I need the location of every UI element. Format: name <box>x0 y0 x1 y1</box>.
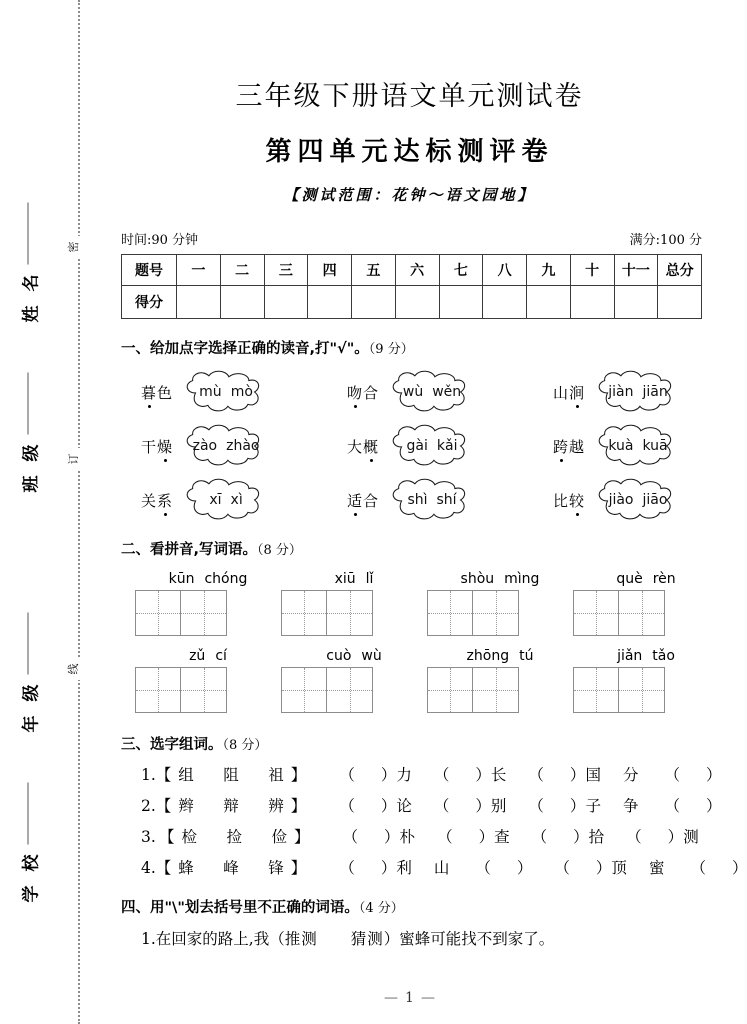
q3-slot-open: （ <box>554 859 596 877</box>
tianzige-box[interactable] <box>473 667 519 713</box>
q3-answer-slot[interactable] <box>437 825 510 847</box>
q1-item <box>553 372 690 412</box>
q2-pinyin-syllable: lǐ <box>365 571 374 587</box>
score-col-header-1: 二 <box>220 255 264 286</box>
q3-slot-word: 利 <box>396 859 412 877</box>
q2-pinyin-syllable: cí <box>215 648 227 664</box>
binding-dotted-line <box>78 0 80 1024</box>
q1-row <box>141 480 690 520</box>
pinyin-option[interactable]: mù <box>199 384 222 400</box>
q4-text-before: 在回家的路上,我（ <box>155 930 285 948</box>
tianzige-group <box>573 590 665 636</box>
q1-word: 山涧 <box>553 382 585 403</box>
q3-slot-open: （ <box>339 797 381 815</box>
q1-body <box>95 372 724 520</box>
tianzige-group <box>281 590 373 636</box>
pinyin-options <box>380 426 484 466</box>
q4-text-after: ）蜜蜂可能找不到家了。 <box>383 930 555 948</box>
q3-slot-word: 测 <box>683 828 699 846</box>
q1-item <box>347 480 484 520</box>
q3-slot-close: ） <box>380 766 397 784</box>
q3-slot-close: ） <box>569 797 586 815</box>
score-cell-10[interactable] <box>614 286 658 319</box>
pinyin-options <box>380 480 484 520</box>
tianzige-group <box>135 590 227 636</box>
score-cell-0[interactable] <box>177 286 221 319</box>
score-cell-9[interactable] <box>570 286 614 319</box>
q3-line-number: 4. <box>141 859 156 877</box>
score-col-header-2: 三 <box>264 255 308 286</box>
tianzige-box[interactable] <box>473 590 519 636</box>
q3-slot-close: ） <box>384 828 400 846</box>
section-q3-points: （8 分） <box>222 738 268 753</box>
q1-row <box>141 426 690 466</box>
pinyin-option[interactable]: xì <box>230 492 243 508</box>
q2-pinyin <box>281 648 427 664</box>
pinyin-options <box>586 372 690 412</box>
score-cell-4[interactable] <box>352 286 396 319</box>
q2-pinyin <box>573 571 719 587</box>
q3-slot-close: ） <box>705 766 722 784</box>
q3-line-number: 2. <box>141 797 156 815</box>
tianzige-box[interactable] <box>135 667 181 713</box>
q3-slot-close: ） <box>475 766 491 784</box>
q3-answer-slot[interactable] <box>339 856 412 878</box>
exam-page <box>95 0 747 1024</box>
q2-pinyin <box>573 648 719 664</box>
pinyin-option[interactable]: shì <box>407 492 428 508</box>
q1-word: 关系 <box>141 490 173 511</box>
q2-pinyin <box>135 571 281 587</box>
score-col-header-7: 八 <box>483 255 527 286</box>
q2-pinyin <box>281 571 427 587</box>
page-number: 1 <box>405 990 414 1006</box>
q2-word-cell <box>135 571 281 636</box>
q2-pinyin-syllable: kūn <box>168 571 195 587</box>
q1-word: 干燥 <box>141 436 173 457</box>
pinyin-options <box>380 372 484 412</box>
pinyin-option[interactable]: shí <box>436 492 457 508</box>
q2-word-cell <box>427 571 573 636</box>
q1-word: 吻 合 <box>347 382 379 403</box>
emphasis-dot <box>576 513 579 516</box>
q1-item <box>347 426 484 466</box>
score-col-header-6: 七 <box>439 255 483 286</box>
pinyin-option[interactable]: xī <box>209 492 222 508</box>
q3-answer-slot[interactable] <box>623 794 722 816</box>
q3-answer-slot[interactable] <box>339 763 412 785</box>
q2-pinyin-syllable: mìng <box>504 571 540 587</box>
section-q4-points: （4 分） <box>358 901 404 916</box>
q3-slot-word: 别 <box>490 797 507 815</box>
pinyin-option[interactable]: jiāo <box>642 492 668 508</box>
tianzige-group <box>573 667 665 713</box>
tianzige-box[interactable] <box>181 590 227 636</box>
seal-char-1: 密 <box>62 236 84 258</box>
section-heading-q3 <box>121 733 724 754</box>
q3-slot-close: ） <box>380 797 397 815</box>
section-heading-q4 <box>121 896 724 917</box>
q3-slot-close: ） <box>516 859 533 877</box>
tianzige-box[interactable] <box>619 590 665 636</box>
page-subtitle: 第四单元达标测评卷 <box>265 137 554 167</box>
q1-row <box>141 372 690 412</box>
q3-answer-slot[interactable] <box>532 825 605 847</box>
tianzige-group <box>135 667 227 713</box>
score-col-header-8: 九 <box>527 255 571 286</box>
emphasis-dot <box>164 459 167 462</box>
seal-char-3: 线 <box>62 658 84 680</box>
exam-time: 时间:90 分钟 <box>121 233 199 248</box>
q2-pinyin-syllable: jiǎn <box>617 648 643 664</box>
pinyin-option[interactable]: jiān <box>642 384 668 400</box>
pinyin-option[interactable]: jiàn <box>608 384 634 400</box>
q1-item <box>553 426 690 466</box>
q3-line <box>141 825 724 847</box>
q3-slot-open: 分（ <box>622 766 706 784</box>
pinyin-choice-bubble[interactable] <box>380 426 484 466</box>
q2-pinyin <box>135 648 281 664</box>
q4-line <box>141 927 724 949</box>
pinyin-options <box>174 426 278 466</box>
q3-line-number: 1. <box>141 766 156 784</box>
score-cell-6[interactable] <box>439 286 483 319</box>
q3-answer-slot[interactable] <box>623 763 722 785</box>
emphasis-dot <box>370 459 373 462</box>
q3-slot-close: ） <box>731 859 747 877</box>
score-row-label-number: 题号 <box>122 255 177 286</box>
page-footer <box>95 990 724 1006</box>
score-cell-5[interactable] <box>395 286 439 319</box>
q3-slot-close: ） <box>475 797 491 815</box>
tianzige-group <box>281 667 373 713</box>
emphasis-dot <box>148 405 151 408</box>
q3-slot-close: ） <box>705 797 722 815</box>
q2-pinyin-syllable: rèn <box>652 571 676 587</box>
q3-slot-open: 蜜（ <box>648 859 732 877</box>
q3-slot-close: ） <box>569 766 586 784</box>
q2-row <box>95 648 724 713</box>
emphasis-dot <box>164 513 167 516</box>
binding-sidebar <box>0 0 95 1024</box>
page-title: 三年级下册语文单元测试卷 <box>235 81 584 112</box>
score-table-row <box>122 255 702 286</box>
section-q2-points: （8 分） <box>257 543 302 558</box>
school-field-label: 学 校 <box>21 850 42 903</box>
q3-slot-open: （ <box>626 828 668 846</box>
score-cell-1[interactable] <box>220 286 264 319</box>
q3-char-set: 【辫 辩 辨】 <box>155 797 314 815</box>
q3-answer-slot[interactable] <box>434 856 533 878</box>
tianzige-box[interactable] <box>619 667 665 713</box>
pinyin-options <box>586 480 690 520</box>
q4-choices[interactable]: 推测 猜测 <box>284 930 384 948</box>
seal-char-2: 订 <box>62 448 84 470</box>
q2-word-cell <box>135 648 281 713</box>
pinyin-option[interactable]: kuà <box>608 438 634 454</box>
q3-answer-slot[interactable] <box>339 794 412 816</box>
pinyin-option[interactable]: mò <box>230 384 253 400</box>
q3-slot-open: 山（ <box>433 859 517 877</box>
q1-item <box>553 480 690 520</box>
q3-slot-word: 子 <box>585 797 601 815</box>
q3-slot-word: 查 <box>494 828 510 846</box>
q3-slot-open: （ <box>528 797 570 815</box>
score-cell-8[interactable] <box>527 286 571 319</box>
tianzige-box[interactable] <box>281 667 327 713</box>
score-col-header-0: 一 <box>177 255 221 286</box>
q2-word-cell <box>427 648 573 713</box>
score-col-header-10: 十一 <box>614 255 658 286</box>
q3-slot-open: （ <box>528 766 570 784</box>
q1-word: 大概 <box>347 436 379 457</box>
score-cell-11[interactable] <box>658 286 702 319</box>
grade-field <box>17 598 42 748</box>
pinyin-options <box>174 480 278 520</box>
q1-word: 适 合 <box>347 490 379 511</box>
q3-char-set: 【检 捡 俭】 <box>159 828 317 846</box>
class-field-label: 班 级 <box>21 440 42 493</box>
q3-char-set: 【蜂 峰 锋】 <box>155 859 314 877</box>
q3-slot-word: 顶 <box>611 859 627 877</box>
section-q2-title: 二、看拼音,写词语。 <box>121 542 258 558</box>
emphasis-dot <box>560 459 563 462</box>
q3-slot-open: （ <box>531 828 574 846</box>
score-col-header-3: 四 <box>308 255 352 286</box>
q3-char-set: 【组 阻 祖】 <box>155 766 314 784</box>
q3-slot-close: ） <box>380 859 397 877</box>
pinyin-choice-bubble[interactable] <box>586 426 690 466</box>
q2-pinyin-syllable: què <box>616 571 643 587</box>
score-row-label-points: 得分 <box>122 286 177 319</box>
name-field-label: 姓 名 <box>21 270 42 323</box>
q2-pinyin-syllable: tú <box>519 648 534 664</box>
pinyin-choice-bubble[interactable] <box>380 372 484 412</box>
q1-word: 跨 越 <box>553 436 585 457</box>
q1-item <box>347 372 484 412</box>
q2-pinyin <box>427 571 573 587</box>
score-col-header-9: 十 <box>570 255 614 286</box>
q3-answer-slot[interactable] <box>626 825 699 847</box>
section-heading-q2 <box>121 538 724 559</box>
school-field-rule <box>28 783 29 845</box>
score-col-header-4: 五 <box>352 255 396 286</box>
section-q4-title: 四、用"\"划去括号里不正确的词语。 <box>121 900 359 916</box>
q2-word-cell <box>281 571 427 636</box>
score-cell-7[interactable] <box>483 286 527 319</box>
q2-pinyin-syllable: tǎo <box>652 648 675 664</box>
score-table-row <box>122 286 702 319</box>
q4-body <box>95 927 724 949</box>
tianzige-box[interactable] <box>327 590 373 636</box>
pinyin-option[interactable]: wù <box>402 384 424 400</box>
q3-slot-word: 长 <box>490 766 507 784</box>
q3-answer-slot[interactable] <box>649 856 747 878</box>
tianzige-box[interactable] <box>427 590 473 636</box>
pinyin-option[interactable]: jiào <box>608 492 634 508</box>
pinyin-option[interactable]: zào <box>192 438 218 454</box>
tianzige-box[interactable] <box>573 590 619 636</box>
q3-slot-word: 论 <box>396 797 412 815</box>
q3-slot-word: 拾 <box>588 828 605 846</box>
pinyin-options <box>174 372 278 412</box>
q3-slot-close: ） <box>595 859 612 877</box>
score-col-header-11: 总分 <box>658 255 702 286</box>
q1-word: 暮 色 <box>141 382 173 403</box>
q4-line-number: 1. <box>141 930 156 948</box>
q3-answer-slot[interactable] <box>528 763 601 785</box>
class-field-rule <box>28 373 29 435</box>
q1-item <box>141 480 278 520</box>
pinyin-choice-bubble[interactable] <box>174 426 278 466</box>
test-range: 【测试范围：花钟～语文园地】 <box>283 186 536 204</box>
q3-answer-slot[interactable] <box>434 794 507 816</box>
exam-meta <box>121 229 702 248</box>
pinyin-choice-bubble[interactable] <box>380 480 484 520</box>
emphasis-dot <box>576 405 579 408</box>
q3-slot-open: （ <box>433 797 476 815</box>
name-field-rule <box>28 203 29 265</box>
name-field <box>17 188 42 338</box>
pinyin-options <box>586 426 690 466</box>
pinyin-option[interactable]: kǎi <box>436 438 458 454</box>
q3-line <box>141 763 724 785</box>
q2-pinyin-syllable: chóng <box>204 571 248 587</box>
q3-slot-close: ） <box>573 828 589 846</box>
q3-slot-word: 朴 <box>399 828 416 846</box>
footer-dash-left: — <box>384 990 399 1006</box>
q3-line <box>141 794 724 816</box>
q2-word-cell <box>573 571 719 636</box>
q3-answer-slot[interactable] <box>528 794 601 816</box>
section-q1-title: 一、给加点字选择正确的读音,打"√"。 <box>121 341 369 357</box>
emphasis-dot <box>354 405 357 408</box>
q2-pinyin-syllable: xiū <box>334 571 356 587</box>
section-heading-q1 <box>121 337 724 358</box>
q3-slot-open: （ <box>342 828 385 846</box>
q2-word-cell <box>281 648 427 713</box>
exam-full-score: 满分:100 分 <box>629 233 702 248</box>
q3-answer-slot[interactable] <box>343 825 416 847</box>
tianzige-group <box>427 590 519 636</box>
q3-answer-slot[interactable] <box>434 763 507 785</box>
q3-slot-open: （ <box>339 859 381 877</box>
q3-slot-open: （ <box>339 766 381 784</box>
tianzige-group <box>427 667 519 713</box>
q2-pinyin-syllable: zǔ <box>189 648 206 664</box>
grade-field-label: 年 级 <box>21 680 42 733</box>
q3-slot-word: 国 <box>585 766 601 784</box>
grade-field-rule <box>28 613 29 675</box>
pinyin-choice-bubble[interactable] <box>174 372 278 412</box>
section-q3-title: 三、选字组词。 <box>121 737 223 753</box>
tianzige-box[interactable] <box>327 667 373 713</box>
tianzige-box[interactable] <box>181 667 227 713</box>
q2-row <box>95 571 724 636</box>
q3-slot-close: ） <box>478 828 495 846</box>
score-col-header-5: 六 <box>395 255 439 286</box>
q3-line <box>141 856 747 878</box>
q2-pinyin-syllable: shòu <box>460 571 495 587</box>
class-field <box>17 358 42 508</box>
q2-pinyin-syllable: cuò <box>326 648 352 664</box>
q2-body <box>95 571 724 713</box>
q2-word-cell <box>573 648 719 713</box>
tianzige-box[interactable] <box>135 590 181 636</box>
q3-slot-open: （ <box>433 766 476 784</box>
q1-item <box>141 372 278 412</box>
score-cell-3[interactable] <box>308 286 352 319</box>
pinyin-option[interactable]: kuā <box>642 438 668 454</box>
pinyin-choice-bubble[interactable] <box>586 372 690 412</box>
score-cell-2[interactable] <box>264 286 308 319</box>
score-table <box>121 254 702 319</box>
q2-pinyin-syllable: wù <box>361 648 382 664</box>
q3-body <box>95 763 747 878</box>
pinyin-option[interactable]: gài <box>406 438 428 454</box>
emphasis-dot <box>354 513 357 516</box>
section-q1-points: （9 分） <box>368 342 414 357</box>
q3-line-number: 3. <box>141 828 156 846</box>
q2-pinyin-syllable: zhōng <box>466 648 510 664</box>
pinyin-choice-bubble[interactable] <box>586 480 690 520</box>
q1-item <box>141 426 278 466</box>
tianzige-box[interactable] <box>281 590 327 636</box>
tianzige-box[interactable] <box>573 667 619 713</box>
q1-word: 比较 <box>553 490 585 511</box>
pinyin-option[interactable]: zhào <box>226 438 260 454</box>
q3-slot-open: （ <box>437 828 479 846</box>
tianzige-box[interactable] <box>427 667 473 713</box>
q3-answer-slot[interactable] <box>554 856 627 878</box>
pinyin-option[interactable]: wěn <box>432 384 462 400</box>
q2-pinyin <box>427 648 573 664</box>
pinyin-choice-bubble[interactable] <box>174 480 278 520</box>
q3-slot-close: ） <box>667 828 684 846</box>
q3-slot-open: 争（ <box>622 797 706 815</box>
school-field <box>17 768 42 918</box>
q3-slot-word: 力 <box>396 766 412 784</box>
footer-dash-right: — <box>420 990 435 1006</box>
